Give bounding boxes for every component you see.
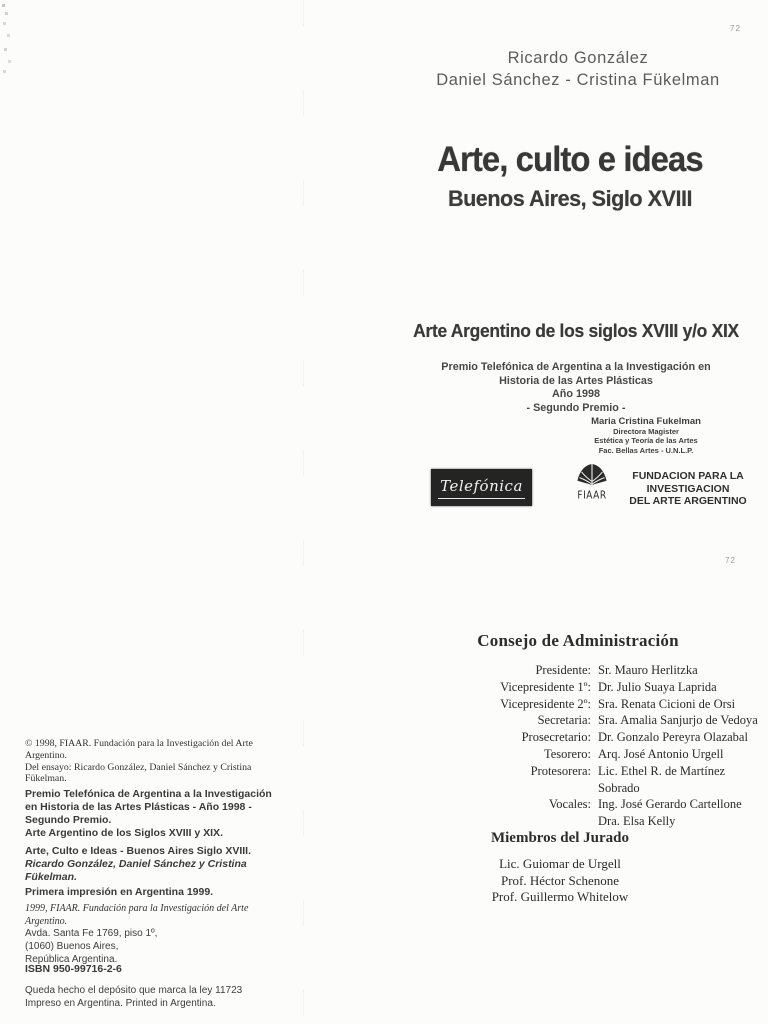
award-summary-block <box>25 788 275 840</box>
award-summary-line-2: en Historia de las Artes Plásticas - Año 1998 - <box>25 801 252 813</box>
council-role: Protesorera: <box>530 763 591 778</box>
council-row <box>420 729 760 746</box>
council-role: Vicepresidente 1º: <box>500 679 591 694</box>
title-credit-line-2: Ricardo González, Daniel Sánchez y Cristina <box>25 858 247 870</box>
council-member: Dr. Julio Suaya Laprida <box>598 679 717 694</box>
council-row <box>420 712 760 729</box>
council-member: Ing. José Gerardo Cartellone <box>598 797 742 812</box>
copyright-line-1: © 1998, FIAAR. Fundación para la Investigación del Arte Argentino. <box>25 738 253 761</box>
council-member: Dra. Elsa Kelly <box>598 814 676 829</box>
council-heading: Consejo de Administración <box>477 631 679 650</box>
council-row <box>420 813 760 830</box>
award-line-4: - Segundo Premio - <box>526 401 626 414</box>
publisher-line-2: Argentino. <box>25 915 68 927</box>
council-role: Tesorero: <box>543 746 591 761</box>
scan-artifact-mark: 72 <box>725 556 736 565</box>
author-line-1: Ricardo González <box>507 49 649 67</box>
publisher-address <box>25 928 275 966</box>
isbn: ISBN 950-99716-2-6 <box>25 963 122 975</box>
award-line-1: Premio Telefónica de Argentina a la Investigación en <box>441 361 711 373</box>
printing-line: Primera impresión en Argentina 1999. <box>25 886 214 898</box>
book-subtitle: Buenos Aires, Siglo XVIII <box>447 186 693 211</box>
legal-deposit-block <box>25 985 285 1010</box>
council-role <box>420 813 598 830</box>
award-category-heading: Arte Argentino de los siglos XVIII y/o XIX <box>413 321 739 341</box>
council-member: Sr. Mauro Herlitzka <box>598 663 698 677</box>
council-row <box>420 679 760 696</box>
foundation-line-3: DEL ARTE ARGENTINO <box>629 495 747 507</box>
council-role: Secretaria: <box>537 713 591 728</box>
jury-heading: Miembros del Jurado <box>490 830 630 846</box>
award-line-2: Historia de las Artes Plásticas <box>499 374 653 387</box>
credential-name: Maria Cristina Fukelman <box>591 416 701 427</box>
jury-list <box>400 856 720 906</box>
telefonica-logo <box>431 469 532 506</box>
council-row <box>420 796 760 813</box>
award-summary-line-3: Segundo Premio. <box>25 814 112 826</box>
council-list <box>420 662 760 830</box>
copyright-block <box>25 738 287 785</box>
council-row <box>420 662 760 679</box>
open-book-icon <box>575 462 609 487</box>
credential-line-1: Directora Magister <box>613 427 679 436</box>
award-summary-line-1: Premio Telefónica de Argentina a la Investigación <box>25 788 272 800</box>
scan-noise <box>2 4 5 7</box>
credential-block <box>560 416 732 455</box>
author-names <box>408 47 748 91</box>
copyright-line-2: Del ensayo: Ricardo González, Daniel Sánchez y Cristina Fükelman. <box>25 761 252 785</box>
telefonica-logo-rule <box>438 498 525 499</box>
council-row <box>420 696 760 713</box>
council-member: Sra. Amalia Sanjurjo de Vedoya <box>598 713 758 728</box>
council-role: Vicepresidente 2º: <box>500 696 591 711</box>
address-line-2: (1060) Buenos Aires, <box>25 940 119 952</box>
jury-member: Lic. Guiomar de Urgell <box>499 856 621 871</box>
council-role: Presidente: <box>535 663 591 677</box>
publisher-line-1: 1999, FIAAR. Fundación para la Investigación del Arte <box>25 903 249 914</box>
fiaar-logo <box>572 462 612 501</box>
award-summary-line-4: Arte Argentino de los Siglos XVIII y XIX. <box>25 827 223 839</box>
council-member: Lic. Ethel R. de Martínez Sobrado <box>598 763 726 795</box>
address-line-1: Avda. Santa Fe 1769, piso 1º, <box>25 928 158 939</box>
title-credit-block <box>25 845 275 884</box>
foundation-name <box>612 470 764 508</box>
publisher-block <box>25 903 285 928</box>
council-row <box>420 746 760 763</box>
jury-member: Prof. Guillermo Whitelow <box>491 889 629 904</box>
council-role: Vocales: <box>548 797 591 812</box>
council-member: Dr. Gonzalo Pereyra Olazabal <box>598 730 748 745</box>
address-line-3: República Argentina. <box>25 953 118 965</box>
scan-artifact-mark: 72 <box>730 24 741 33</box>
telefonica-logo-text: Telefónica <box>440 476 523 495</box>
book-title: Arte, culto e ideas <box>437 140 703 179</box>
title-credit-line-1: Arte, Culto e Ideas - Buenos Aires Siglo XVIII. <box>25 845 251 857</box>
jury-member: Prof. Héctor Schenone <box>500 872 620 888</box>
author-line-2: Daniel Sánchez - Cristina Fükelman <box>436 71 720 89</box>
foundation-line-1: FUNDACION PARA LA <box>632 470 744 482</box>
page-fold-line <box>303 0 304 1024</box>
award-description <box>410 361 742 415</box>
council-member: Sra. Renata Cicioni de Orsi <box>598 696 736 711</box>
credential-line-3: Fac. Bellas Artes - U.N.L.P. <box>598 445 694 455</box>
fiaar-logo-text: FIAAR <box>577 490 607 502</box>
legal-line-2: Impreso en Argentina. Printed in Argentina. <box>25 997 216 1009</box>
council-member: Arq. José Antonio Urgell <box>598 746 724 761</box>
council-row <box>420 763 760 797</box>
legal-line-1: Queda hecho el depósito que marca la ley 11723 <box>25 985 243 996</box>
credential-line-2: Estética y Teoría de las Artes <box>594 436 698 446</box>
council-role: Prosecretario: <box>521 730 591 745</box>
foundation-line-2: INVESTIGACION <box>646 482 730 495</box>
title-credit-line-3: Fükelman. <box>25 871 77 883</box>
award-line-3: Año 1998 <box>551 388 600 400</box>
